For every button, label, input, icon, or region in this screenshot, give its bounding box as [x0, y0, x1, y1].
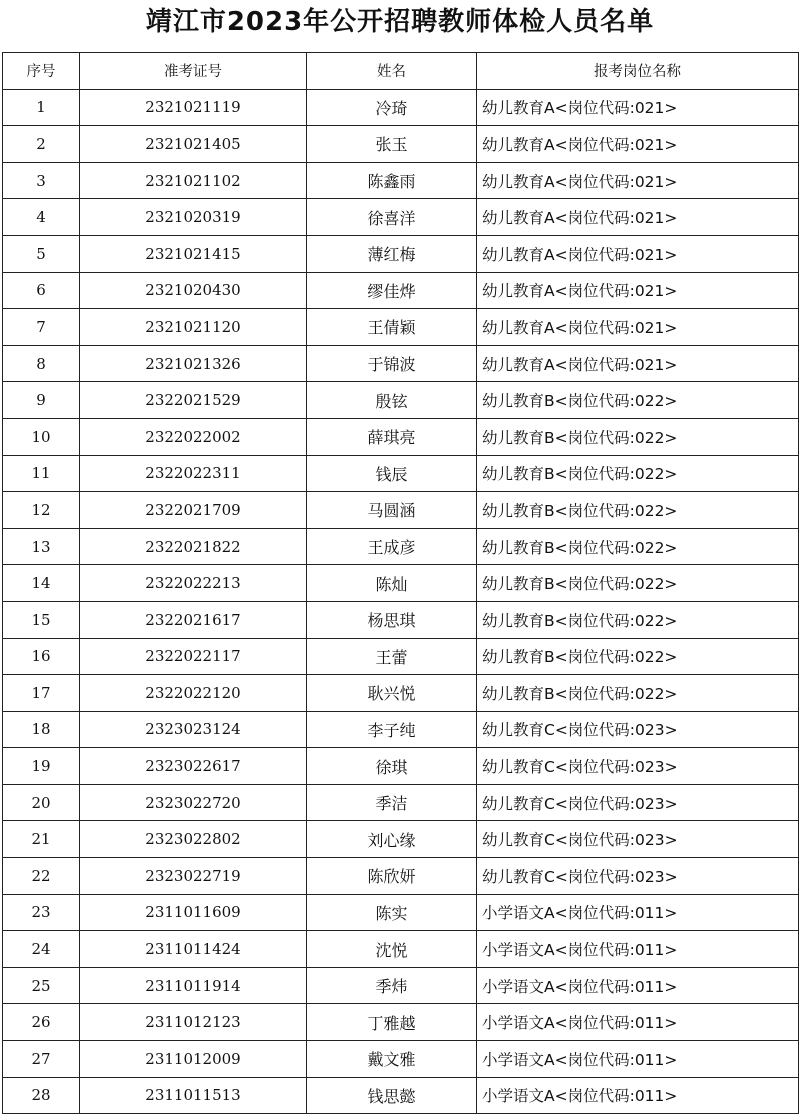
cell-name: 陈欣妍: [307, 858, 477, 895]
cell-exam-id: 2321020319: [80, 199, 307, 236]
cell-position: 幼儿教育B<岗位代码:022>: [477, 492, 799, 529]
table-row: [3, 162, 799, 199]
cell-position: 幼儿教育C<岗位代码:023>: [477, 711, 799, 748]
table-row: [3, 1077, 799, 1114]
cell-name: 陈实: [307, 894, 477, 931]
table-row: [3, 1004, 799, 1041]
cell-exam-id: 2323022719: [80, 858, 307, 895]
cell-position: 小学语文A<岗位代码:011>: [477, 1077, 799, 1114]
table-row: [3, 382, 799, 419]
cell-index: 2: [3, 126, 80, 163]
cell-position: 幼儿教育C<岗位代码:023>: [477, 821, 799, 858]
cell-position: 幼儿教育C<岗位代码:023>: [477, 858, 799, 895]
cell-name: 李子纯: [307, 711, 477, 748]
cell-index: 23: [3, 894, 80, 931]
cell-exam-id: 2322021709: [80, 492, 307, 529]
table-row: [3, 601, 799, 638]
table-row: [3, 894, 799, 931]
cell-name: 薛琪亮: [307, 418, 477, 455]
cell-position: 幼儿教育A<岗位代码:021>: [477, 89, 799, 126]
table-row: [3, 235, 799, 272]
cell-index: 1: [3, 89, 80, 126]
cell-exam-id: 2322022213: [80, 565, 307, 602]
candidate-table: [2, 52, 799, 1114]
table-row: [3, 748, 799, 785]
cell-position: 幼儿教育B<岗位代码:022>: [477, 528, 799, 565]
cell-position: 小学语文A<岗位代码:011>: [477, 931, 799, 968]
header-exam-id: 准考证号: [80, 53, 307, 90]
cell-exam-id: 2323023124: [80, 711, 307, 748]
table-row: [3, 565, 799, 602]
cell-index: 7: [3, 309, 80, 346]
cell-position: 幼儿教育A<岗位代码:021>: [477, 199, 799, 236]
cell-index: 10: [3, 418, 80, 455]
cell-index: 12: [3, 492, 80, 529]
cell-exam-id: 2322022311: [80, 455, 307, 492]
cell-name: 徐琪: [307, 748, 477, 785]
cell-name: 沈悦: [307, 931, 477, 968]
cell-position: 幼儿教育A<岗位代码:021>: [477, 126, 799, 163]
cell-name: 季洁: [307, 784, 477, 821]
cell-position: 幼儿教育A<岗位代码:021>: [477, 345, 799, 382]
table-row: [3, 89, 799, 126]
cell-position: 小学语文A<岗位代码:011>: [477, 967, 799, 1004]
cell-exam-id: 2322021529: [80, 382, 307, 419]
table-row: [3, 784, 799, 821]
table-row: [3, 418, 799, 455]
cell-exam-id: 2321021405: [80, 126, 307, 163]
table-header-row: [3, 53, 799, 90]
table-row: [3, 199, 799, 236]
cell-index: 22: [3, 858, 80, 895]
cell-name: 王蕾: [307, 638, 477, 675]
cell-position: 幼儿教育A<岗位代码:021>: [477, 162, 799, 199]
cell-exam-id: 2322022117: [80, 638, 307, 675]
cell-exam-id: 2323022802: [80, 821, 307, 858]
cell-exam-id: 2322022120: [80, 675, 307, 712]
cell-name: 张玉: [307, 126, 477, 163]
table-row: [3, 492, 799, 529]
cell-name: 杨思琪: [307, 601, 477, 638]
cell-name: 耿兴悦: [307, 675, 477, 712]
table-row: [3, 455, 799, 492]
cell-index: 6: [3, 272, 80, 309]
cell-index: 4: [3, 199, 80, 236]
cell-name: 缪佳烨: [307, 272, 477, 309]
table-row: [3, 309, 799, 346]
cell-position: 幼儿教育C<岗位代码:023>: [477, 748, 799, 785]
cell-exam-id: 2322021822: [80, 528, 307, 565]
cell-name: 季炜: [307, 967, 477, 1004]
cell-exam-id: 2311012123: [80, 1004, 307, 1041]
table-row: [3, 821, 799, 858]
cell-index: 20: [3, 784, 80, 821]
table-row: [3, 126, 799, 163]
cell-index: 17: [3, 675, 80, 712]
cell-position: 幼儿教育B<岗位代码:022>: [477, 675, 799, 712]
cell-index: 18: [3, 711, 80, 748]
cell-exam-id: 2321021326: [80, 345, 307, 382]
cell-index: 13: [3, 528, 80, 565]
cell-exam-id: 2321021119: [80, 89, 307, 126]
page-title: 靖江市2023年公开招聘教师体检人员名单: [145, 7, 655, 37]
table-row: [3, 272, 799, 309]
cell-exam-id: 2311011424: [80, 931, 307, 968]
cell-name: 王成彦: [307, 528, 477, 565]
table-row: [3, 345, 799, 382]
table-row: [3, 638, 799, 675]
cell-index: 14: [3, 565, 80, 602]
cell-name: 钱辰: [307, 455, 477, 492]
cell-exam-id: 2311012009: [80, 1041, 307, 1078]
cell-index: 26: [3, 1004, 80, 1041]
cell-name: 陈灿: [307, 565, 477, 602]
cell-index: 5: [3, 235, 80, 272]
cell-position: 幼儿教育B<岗位代码:022>: [477, 382, 799, 419]
cell-index: 24: [3, 931, 80, 968]
cell-name: 丁雅越: [307, 1004, 477, 1041]
cell-exam-id: 2311011513: [80, 1077, 307, 1114]
cell-exam-id: 2311011609: [80, 894, 307, 931]
cell-name: 徐喜洋: [307, 199, 477, 236]
cell-index: 9: [3, 382, 80, 419]
cell-exam-id: 2321021102: [80, 162, 307, 199]
cell-name: 陈鑫雨: [307, 162, 477, 199]
cell-name: 戴文雅: [307, 1041, 477, 1078]
header-position: 报考岗位名称: [477, 53, 799, 90]
cell-index: 8: [3, 345, 80, 382]
table-row: [3, 967, 799, 1004]
cell-position: 幼儿教育A<岗位代码:021>: [477, 235, 799, 272]
cell-position: 幼儿教育A<岗位代码:021>: [477, 309, 799, 346]
header-index: 序号: [3, 53, 80, 90]
header-name: 姓名: [307, 53, 477, 90]
cell-index: 15: [3, 601, 80, 638]
table-row: [3, 1041, 799, 1078]
cell-exam-id: 2323022720: [80, 784, 307, 821]
cell-position: 幼儿教育B<岗位代码:022>: [477, 565, 799, 602]
table-row: [3, 528, 799, 565]
cell-position: 小学语文A<岗位代码:011>: [477, 1004, 799, 1041]
cell-exam-id: 2322022002: [80, 418, 307, 455]
cell-position: 幼儿教育C<岗位代码:023>: [477, 784, 799, 821]
cell-position: 小学语文A<岗位代码:011>: [477, 894, 799, 931]
cell-index: 25: [3, 967, 80, 1004]
cell-name: 钱思懿: [307, 1077, 477, 1114]
cell-exam-id: 2321020430: [80, 272, 307, 309]
cell-index: 3: [3, 162, 80, 199]
table-row: [3, 675, 799, 712]
cell-name: 薄红梅: [307, 235, 477, 272]
cell-exam-id: 2321021415: [80, 235, 307, 272]
cell-exam-id: 2322021617: [80, 601, 307, 638]
cell-name: 王倩颖: [307, 309, 477, 346]
cell-index: 19: [3, 748, 80, 785]
cell-name: 于锦波: [307, 345, 477, 382]
cell-exam-id: 2311011914: [80, 967, 307, 1004]
cell-name: 冷琦: [307, 89, 477, 126]
table-row: [3, 711, 799, 748]
table-row: [3, 858, 799, 895]
cell-index: 11: [3, 455, 80, 492]
cell-position: 幼儿教育B<岗位代码:022>: [477, 601, 799, 638]
cell-name: 马圆涵: [307, 492, 477, 529]
cell-position: 幼儿教育B<岗位代码:022>: [477, 418, 799, 455]
table-row: [3, 931, 799, 968]
cell-exam-id: 2323022617: [80, 748, 307, 785]
cell-position: 小学语文A<岗位代码:011>: [477, 1041, 799, 1078]
cell-index: 21: [3, 821, 80, 858]
cell-exam-id: 2321021120: [80, 309, 307, 346]
cell-index: 27: [3, 1041, 80, 1078]
cell-name: 殷铉: [307, 382, 477, 419]
cell-position: 幼儿教育B<岗位代码:022>: [477, 455, 799, 492]
cell-name: 刘心缘: [307, 821, 477, 858]
cell-position: 幼儿教育A<岗位代码:021>: [477, 272, 799, 309]
cell-index: 16: [3, 638, 80, 675]
cell-position: 幼儿教育B<岗位代码:022>: [477, 638, 799, 675]
cell-index: 28: [3, 1077, 80, 1114]
